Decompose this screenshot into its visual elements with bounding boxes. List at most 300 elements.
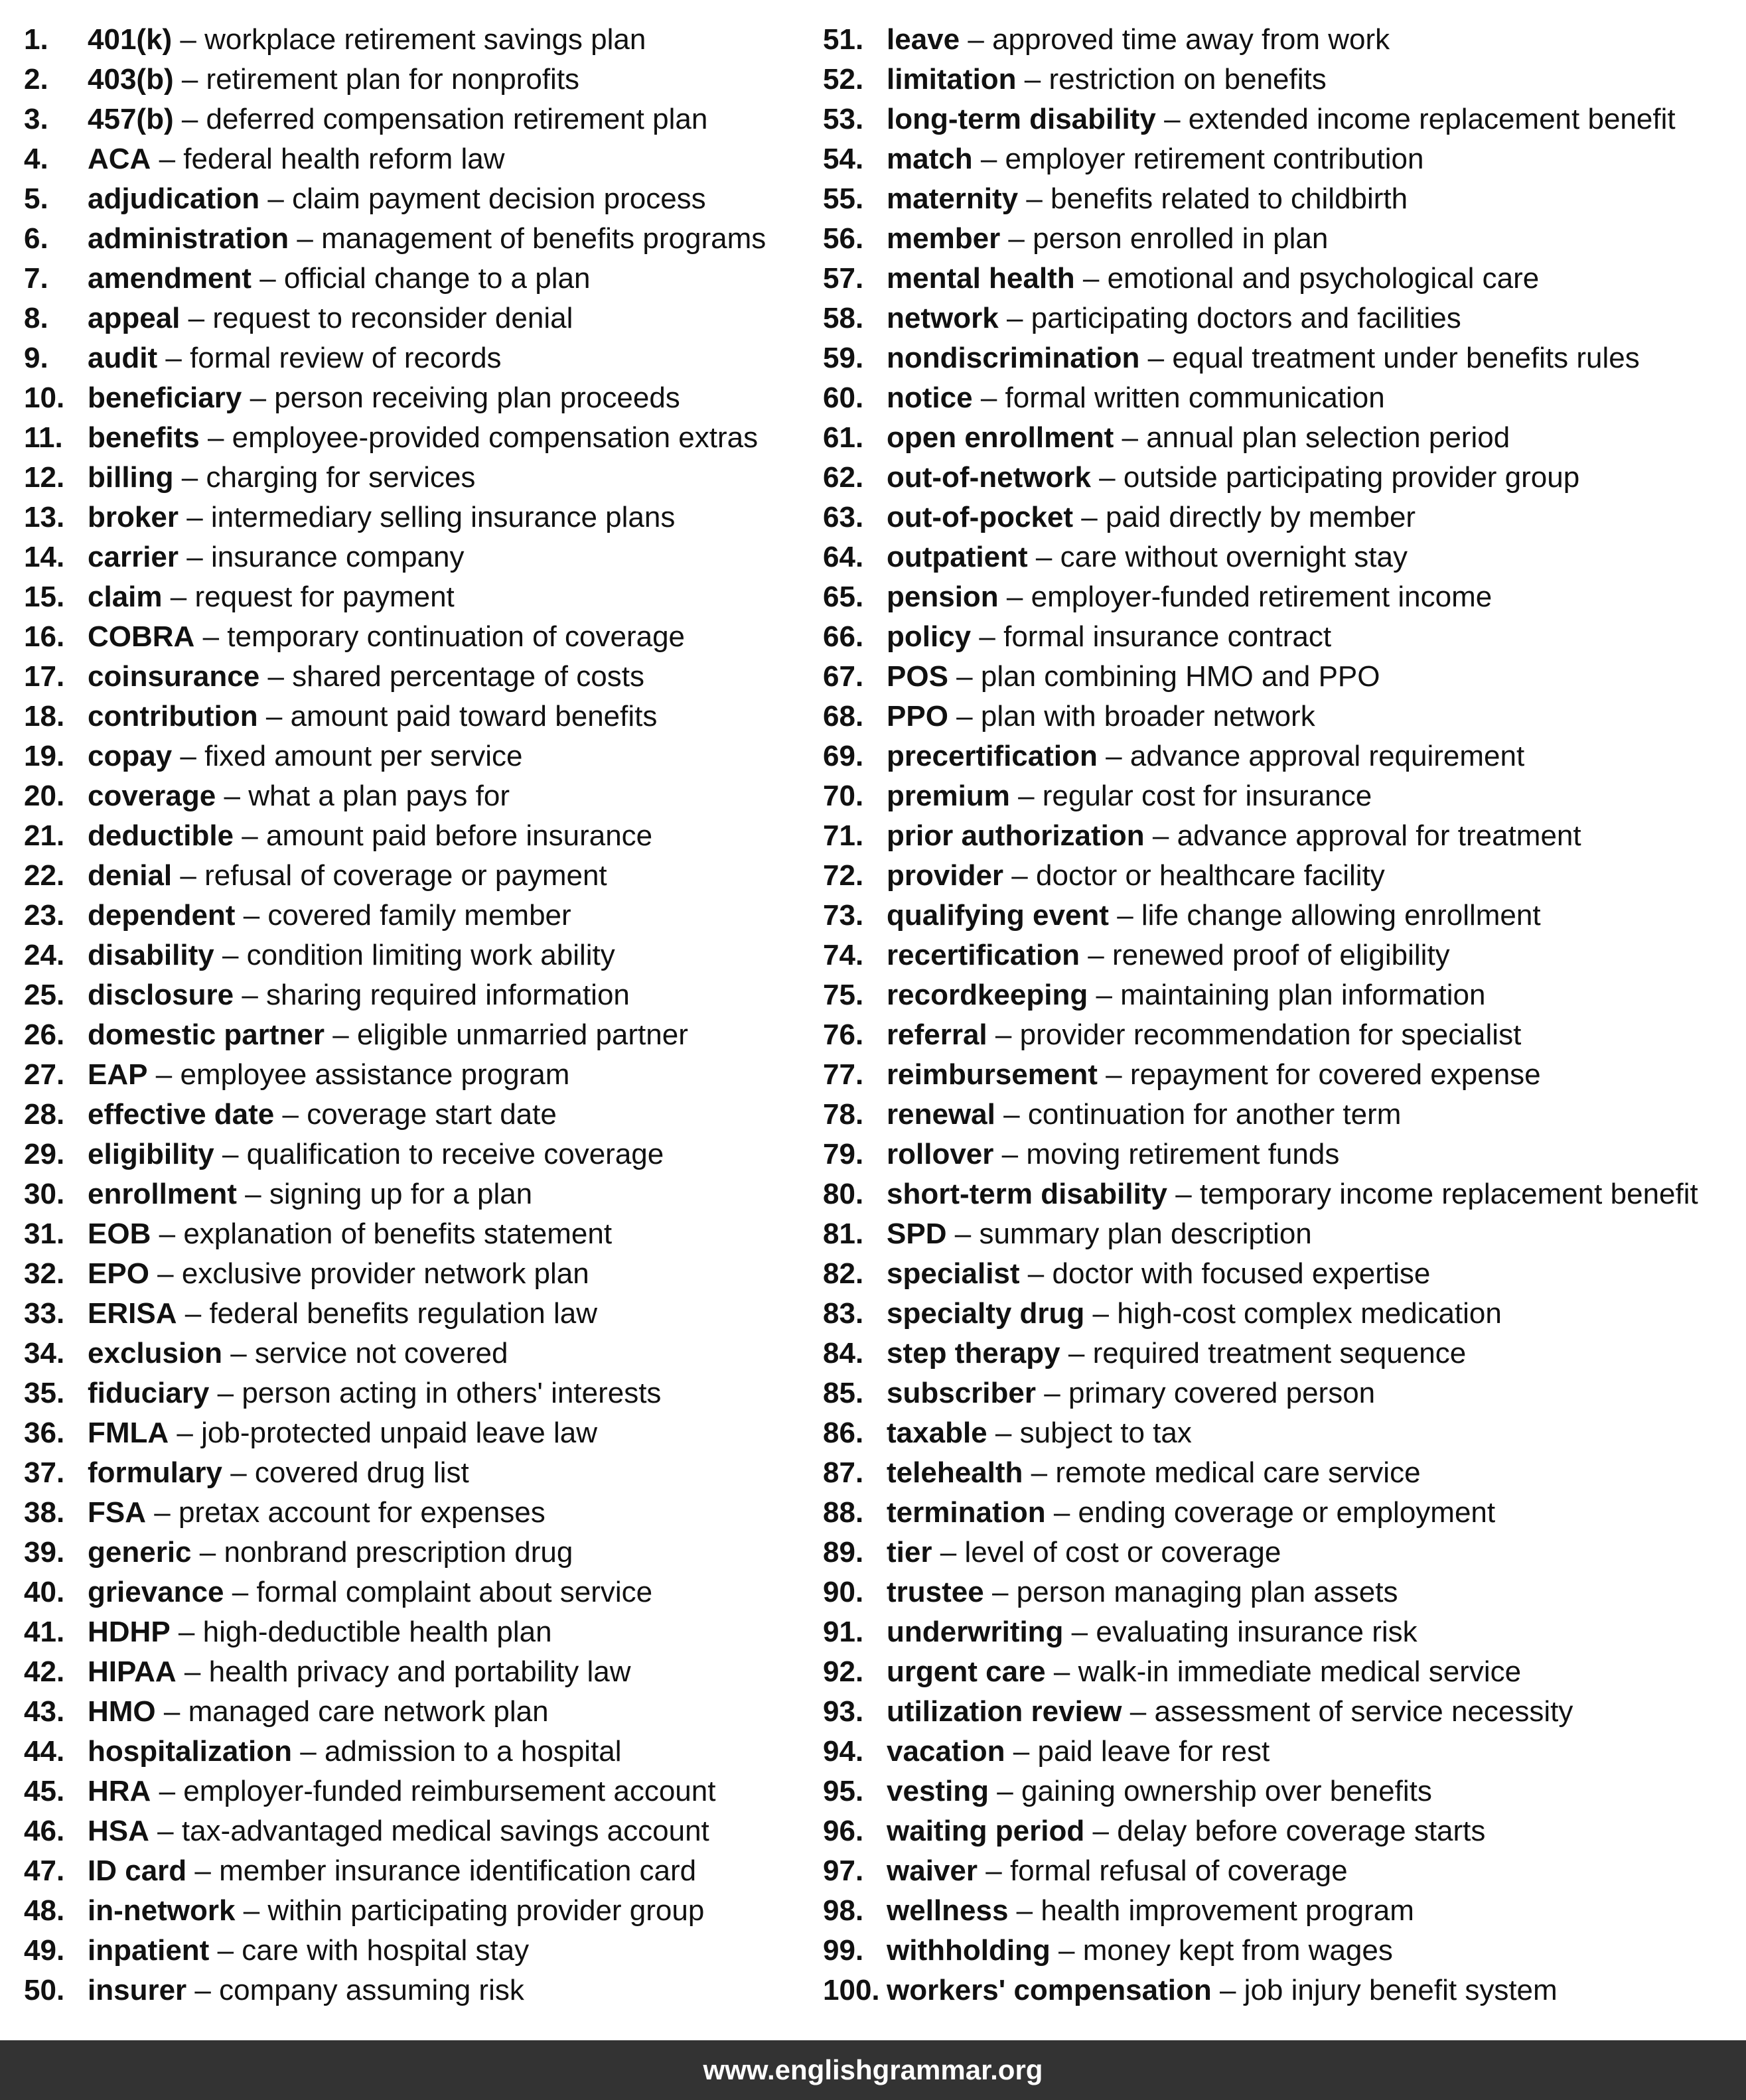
entry-number: 89. [823, 1536, 864, 1569]
entry-separator: – [300, 1735, 317, 1768]
entry-text [88, 458, 475, 498]
entry-term: network [887, 302, 999, 334]
entry-number: 24. [24, 939, 65, 971]
entry-number: 54. [823, 143, 864, 175]
entry-text [887, 1294, 1502, 1334]
entry-definition: restriction on benefits [1049, 63, 1327, 96]
entry-number: 3. [24, 103, 48, 135]
entry-separator: – [979, 620, 995, 653]
entry-term: wellness [887, 1894, 1009, 1927]
entry-text [887, 1493, 1495, 1533]
entry-text [887, 1453, 1421, 1493]
entry-definition: primary covered person [1068, 1377, 1376, 1409]
entry-definition: outside participating provider group [1123, 461, 1580, 494]
glossary-entry [823, 1573, 1732, 1612]
entry-term: formulary [88, 1456, 222, 1489]
entry-term: pension [887, 581, 999, 613]
entry-term: contribution [88, 700, 258, 733]
entry-separator: – [159, 1775, 176, 1807]
entry-definition: shared percentage of costs [292, 660, 644, 693]
entry-separator: – [1164, 103, 1181, 135]
entry-separator: – [259, 262, 276, 295]
entry-term: mental health [887, 262, 1075, 295]
glossary-entry [823, 697, 1732, 736]
entry-definition: federal benefits regulation law [209, 1297, 598, 1330]
entry-definition: intermediary selling insurance plans [210, 501, 676, 533]
glossary-entry [24, 1652, 800, 1692]
entry-text [88, 776, 510, 816]
entry-separator: – [1026, 182, 1043, 215]
entry-number: 47. [24, 1855, 65, 1887]
entry-definition: walk-in immediate medical service [1078, 1655, 1522, 1688]
glossary-entry [24, 1612, 800, 1652]
entry-number: 44. [24, 1735, 65, 1768]
entry-definition: continuation for another term [1027, 1098, 1402, 1131]
entry-text [88, 1652, 631, 1692]
entry-separator: – [1117, 899, 1133, 932]
glossary-entry [24, 1294, 800, 1334]
entry-term: grievance [88, 1576, 224, 1608]
entry-separator: – [159, 1218, 176, 1250]
entry-separator: – [1106, 1058, 1122, 1091]
entry-separator: – [1092, 1297, 1110, 1330]
entry-text [887, 657, 1380, 697]
entry-term: withholding [887, 1934, 1051, 1967]
glossary-entry [24, 1891, 800, 1931]
entry-definition: formal complaint about service [256, 1576, 653, 1608]
glossary-entry [24, 1373, 800, 1413]
entry-definition: within participating provider group [267, 1894, 705, 1927]
entry-term: POS [887, 660, 948, 693]
entry-separator: – [1016, 1894, 1033, 1927]
entry-text [88, 1811, 709, 1851]
entry-term: EAP [88, 1058, 148, 1091]
entry-text [88, 20, 646, 60]
entry-separator: – [995, 1417, 1012, 1449]
entry-term: HSA [88, 1815, 149, 1847]
entry-definition: request to reconsider denial [212, 302, 573, 334]
entry-text [88, 1931, 529, 1971]
glossary-entry [823, 1174, 1732, 1214]
entry-separator: – [217, 1377, 234, 1409]
entry-number: 51. [823, 23, 864, 56]
entry-term: in-network [88, 1894, 236, 1927]
entry-term: fiduciary [88, 1377, 210, 1409]
entry-definition: formal insurance contract [1003, 620, 1332, 653]
entry-term: notice [887, 382, 973, 414]
entry-text [887, 936, 1450, 975]
entry-text [887, 1095, 1401, 1135]
entry-definition: life change allowing enrollment [1141, 899, 1541, 932]
entry-separator: – [956, 660, 973, 693]
entry-separator: – [243, 899, 260, 932]
entry-separator: – [1053, 1655, 1070, 1688]
entry-definition: formal written communication [1005, 382, 1385, 414]
entry-separator: – [222, 1138, 239, 1170]
entry-text [887, 1413, 1192, 1453]
entry-text [88, 100, 707, 139]
entry-separator: – [217, 1934, 234, 1967]
entry-term: disclosure [88, 979, 234, 1011]
glossary-entry [823, 1851, 1732, 1891]
entry-term: PPO [887, 700, 948, 733]
entry-separator: – [1018, 780, 1035, 812]
entry-number: 42. [24, 1655, 65, 1688]
glossary-entry [823, 1652, 1732, 1692]
glossary-entry [823, 1891, 1732, 1931]
entry-separator: – [222, 939, 239, 971]
entry-number: 84. [823, 1337, 864, 1369]
entry-number: 91. [823, 1616, 864, 1648]
entry-term: step therapy [887, 1337, 1060, 1369]
entry-separator: – [242, 979, 258, 1011]
entry-separator: – [180, 859, 196, 892]
entry-text [887, 1612, 1418, 1652]
entry-term: outpatient [887, 541, 1028, 573]
entry-definition: moving retirement funds [1026, 1138, 1340, 1170]
entry-separator: – [940, 1536, 957, 1569]
entry-text [887, 179, 1408, 219]
entry-number: 8. [24, 302, 48, 334]
entry-number: 21. [24, 819, 65, 852]
entry-text [88, 498, 675, 537]
entry-number: 60. [823, 382, 864, 414]
entry-separator: – [954, 1218, 972, 1250]
entry-text [887, 20, 1390, 60]
entry-text [887, 1971, 1558, 2010]
glossary-entry [24, 20, 800, 60]
glossary-entry [24, 1931, 800, 1971]
entry-separator: – [1027, 1257, 1045, 1290]
glossary-entry [24, 179, 800, 219]
entry-text [88, 1891, 704, 1931]
entry-number: 66. [823, 620, 864, 653]
glossary-entry [24, 1772, 800, 1811]
entry-number: 32. [24, 1257, 65, 1290]
entry-text [88, 537, 465, 577]
entry-number: 87. [823, 1456, 864, 1489]
glossary-entry [24, 338, 800, 378]
entry-number: 4. [24, 143, 48, 175]
entry-separator: – [985, 1855, 1002, 1887]
entry-text [887, 338, 1640, 378]
glossary-entry [24, 537, 800, 577]
entry-separator: – [243, 1894, 260, 1927]
entry-term: leave [887, 23, 960, 56]
entry-term: specialist [887, 1257, 1020, 1290]
entry-separator: – [282, 1098, 299, 1131]
entry-number: 39. [24, 1536, 65, 1569]
entry-term: eligibility [88, 1138, 214, 1170]
entry-term: coinsurance [88, 660, 260, 693]
entry-text [887, 577, 1492, 617]
entry-term: trustee [887, 1576, 984, 1608]
entry-number: 45. [24, 1775, 65, 1807]
entry-separator: – [267, 660, 284, 693]
entry-text [887, 537, 1408, 577]
entry-term: deductible [88, 819, 234, 852]
entry-number: 59. [823, 342, 864, 374]
entry-number: 17. [24, 660, 65, 693]
entry-term: generic [88, 1536, 192, 1569]
entry-number: 78. [823, 1098, 864, 1131]
entry-number: 85. [823, 1377, 864, 1409]
entry-number: 97. [823, 1855, 864, 1887]
entry-text [88, 736, 522, 776]
entry-separator: – [1099, 461, 1116, 494]
entry-number: 73. [823, 899, 864, 932]
glossary-entry [823, 1533, 1732, 1573]
entry-text [88, 1732, 622, 1772]
glossary-entry [24, 975, 800, 1015]
entry-text [88, 1772, 715, 1811]
entry-term: telehealth [887, 1456, 1023, 1489]
entry-text [887, 1891, 1414, 1931]
entry-text [887, 219, 1328, 259]
entry-definition: management of benefits programs [321, 222, 766, 255]
entry-definition: evaluating insurance risk [1096, 1616, 1418, 1648]
entry-text [88, 1533, 573, 1573]
glossary-entry [24, 776, 800, 816]
entry-separator: – [1011, 859, 1028, 892]
glossary-entry [823, 1732, 1732, 1772]
entry-separator: – [1096, 979, 1112, 1011]
entry-separator: – [1092, 1815, 1109, 1847]
footer-url[interactable]: www.englishgrammar.org [703, 2054, 1043, 2085]
entry-definition: official change to a plan [283, 262, 591, 295]
entry-number: 55. [823, 182, 864, 215]
entry-number: 76. [823, 1018, 864, 1051]
entry-definition: what a plan pays for [248, 780, 510, 812]
entry-term: workers' compensation [887, 1974, 1212, 2006]
entry-number: 49. [24, 1934, 65, 1967]
entry-definition: doctor with focused expertise [1052, 1257, 1431, 1290]
entry-number: 11. [24, 421, 63, 454]
glossary-entry [24, 378, 800, 418]
entry-term: insurer [88, 1974, 187, 2006]
glossary-entry [823, 1811, 1732, 1851]
glossary-entry [24, 259, 800, 299]
entry-text [887, 1174, 1698, 1214]
glossary-entry [24, 1573, 800, 1612]
entry-number: 61. [823, 421, 864, 454]
entry-separator: – [1219, 1974, 1236, 2006]
entry-number: 16. [24, 620, 65, 653]
entry-definition: paid directly by member [1106, 501, 1416, 533]
entry-text [88, 936, 615, 975]
glossary-entry [823, 1493, 1732, 1533]
entry-definition: renewed proof of eligibility [1112, 939, 1450, 971]
entry-term: FSA [88, 1496, 146, 1529]
glossary-entry [24, 1811, 800, 1851]
glossary-entry [823, 1294, 1732, 1334]
entry-separator: – [332, 1018, 349, 1051]
entry-text [88, 1294, 597, 1334]
entry-number: 30. [24, 1178, 65, 1210]
entry-definition: member insurance identification card [219, 1855, 697, 1887]
glossary-entry [823, 1373, 1732, 1413]
entry-separator: – [181, 63, 198, 96]
entry-definition: sharing required information [266, 979, 630, 1011]
entry-definition: temporary income replacement benefit [1199, 1178, 1698, 1210]
entry-number: 95. [823, 1775, 864, 1807]
entry-definition: assessment of service necessity [1154, 1695, 1573, 1728]
entry-definition: formal refusal of coverage [1009, 1855, 1348, 1887]
entry-number: 100. [823, 1974, 880, 2006]
entry-text [887, 816, 1581, 856]
entry-separator: – [207, 421, 224, 454]
glossary-entry [24, 458, 800, 498]
entry-definition: level of cost or coverage [964, 1536, 1281, 1569]
glossary-entry [24, 1851, 800, 1891]
entry-text [887, 1573, 1398, 1612]
entry-definition: health privacy and portability law [208, 1655, 631, 1688]
glossary-entry [823, 1931, 1732, 1971]
glossary-column-left [24, 20, 800, 2010]
entry-number: 93. [823, 1695, 864, 1728]
entry-text [88, 1612, 552, 1652]
entry-number: 33. [24, 1297, 65, 1330]
entry-term: coverage [88, 780, 216, 812]
entry-separator: – [1044, 1377, 1060, 1409]
entry-term: subscriber [887, 1377, 1036, 1409]
glossary-entry [823, 975, 1732, 1015]
glossary-entry [24, 219, 800, 259]
entry-separator: – [181, 103, 198, 135]
entry-definition: money kept from wages [1082, 1934, 1393, 1967]
entry-separator: – [1024, 63, 1041, 96]
entry-text [887, 458, 1579, 498]
entry-separator: – [1152, 819, 1169, 852]
entry-separator: – [159, 143, 176, 175]
entry-term: recordkeeping [887, 979, 1088, 1011]
entry-separator: – [265, 700, 283, 733]
entry-text [88, 975, 630, 1015]
glossary-entry [823, 100, 1732, 139]
glossary-entry [823, 219, 1732, 259]
entry-number: 14. [24, 541, 65, 573]
entry-term: effective date [88, 1098, 275, 1131]
entry-definition: care with hospital stay [242, 1934, 530, 1967]
entry-separator: – [194, 1974, 211, 2006]
entry-text [887, 697, 1315, 736]
entry-definition: care without overnight stay [1060, 541, 1408, 573]
entry-separator: – [1006, 302, 1023, 334]
glossary-entry [823, 1095, 1732, 1135]
entry-term: benefits [88, 421, 200, 454]
glossary-entry [24, 617, 800, 657]
entry-definition: extended income replacement benefit [1188, 103, 1676, 135]
entry-term: billing [88, 461, 174, 494]
entry-text [88, 577, 455, 617]
entry-term: provider [887, 859, 1004, 892]
entry-text [887, 896, 1541, 936]
entry-term: 457(b) [88, 103, 174, 135]
entry-separator: – [232, 1576, 249, 1608]
entry-separator: – [267, 182, 284, 215]
entry-number: 58. [823, 302, 864, 334]
entry-separator: – [170, 581, 187, 613]
entry-text [88, 1055, 569, 1095]
entry-definition: doctor or healthcare facility [1036, 859, 1385, 892]
glossary-entry [24, 1254, 800, 1294]
entry-text [887, 736, 1524, 776]
entry-number: 77. [823, 1058, 864, 1091]
entry-separator: – [1006, 581, 1023, 613]
entry-term: domestic partner [88, 1018, 325, 1051]
glossary-entry [24, 657, 800, 697]
entry-definition: employer retirement contribution [1005, 143, 1424, 175]
entry-text [887, 498, 1416, 537]
entry-definition: job injury benefit system [1244, 1974, 1558, 2006]
entry-text [887, 418, 1510, 458]
entry-term: vacation [887, 1735, 1005, 1768]
entry-separator: – [1122, 421, 1138, 454]
entry-term: match [887, 143, 973, 175]
entry-text [88, 856, 607, 896]
entry-text [887, 1652, 1521, 1692]
glossary-entry [24, 1732, 800, 1772]
glossary-entry [823, 1453, 1732, 1493]
entry-term: waiting period [887, 1815, 1085, 1847]
entry-definition: amount paid before insurance [265, 819, 653, 852]
entry-term: out-of-network [887, 461, 1091, 494]
entry-text [887, 1373, 1375, 1413]
entry-definition: advance approval for treatment [1177, 819, 1581, 852]
glossary-entry [823, 1015, 1732, 1055]
entry-number: 7. [24, 262, 48, 295]
entry-separator: – [184, 1297, 202, 1330]
entry-term: recertification [887, 939, 1080, 971]
entry-text [88, 418, 758, 458]
entry-definition: subject to tax [1019, 1417, 1192, 1449]
entry-definition: covered family member [267, 899, 571, 932]
entry-separator: – [154, 1496, 171, 1529]
entry-number: 38. [24, 1496, 65, 1529]
entry-text [887, 1533, 1281, 1573]
glossary-entry [823, 856, 1732, 896]
entry-definition: employer-funded reimbursement account [183, 1775, 716, 1807]
entry-number: 35. [24, 1377, 65, 1409]
entry-number: 90. [823, 1576, 864, 1608]
entry-number: 26. [24, 1018, 65, 1051]
entry-definition: high-deductible health plan [202, 1616, 552, 1648]
entry-term: member [887, 222, 1001, 255]
entry-separator: – [1058, 1934, 1075, 1967]
glossary-entry [823, 1135, 1732, 1174]
entry-term: inpatient [88, 1934, 210, 1967]
entry-definition: person acting in others' interests [242, 1377, 662, 1409]
entry-definition: signing up for a plan [269, 1178, 533, 1210]
entry-number: 52. [823, 63, 864, 96]
glossary-entry [823, 498, 1732, 537]
entry-definition: equal treatment under benefits rules [1172, 342, 1640, 374]
entry-text [88, 617, 685, 657]
entry-separator: – [230, 1456, 247, 1489]
entry-number: 9. [24, 342, 48, 374]
entry-term: vesting [887, 1775, 989, 1807]
entry-term: termination [887, 1496, 1046, 1529]
entry-text [88, 1573, 652, 1612]
glossary-entry [823, 1692, 1732, 1732]
entry-number: 53. [823, 103, 864, 135]
entry-separator: – [1001, 1138, 1019, 1170]
entry-definition: workplace retirement savings plan [204, 23, 646, 56]
entry-separator: – [980, 382, 997, 414]
entry-text [88, 139, 505, 179]
entry-term: denial [88, 859, 173, 892]
entry-text [88, 1095, 557, 1135]
